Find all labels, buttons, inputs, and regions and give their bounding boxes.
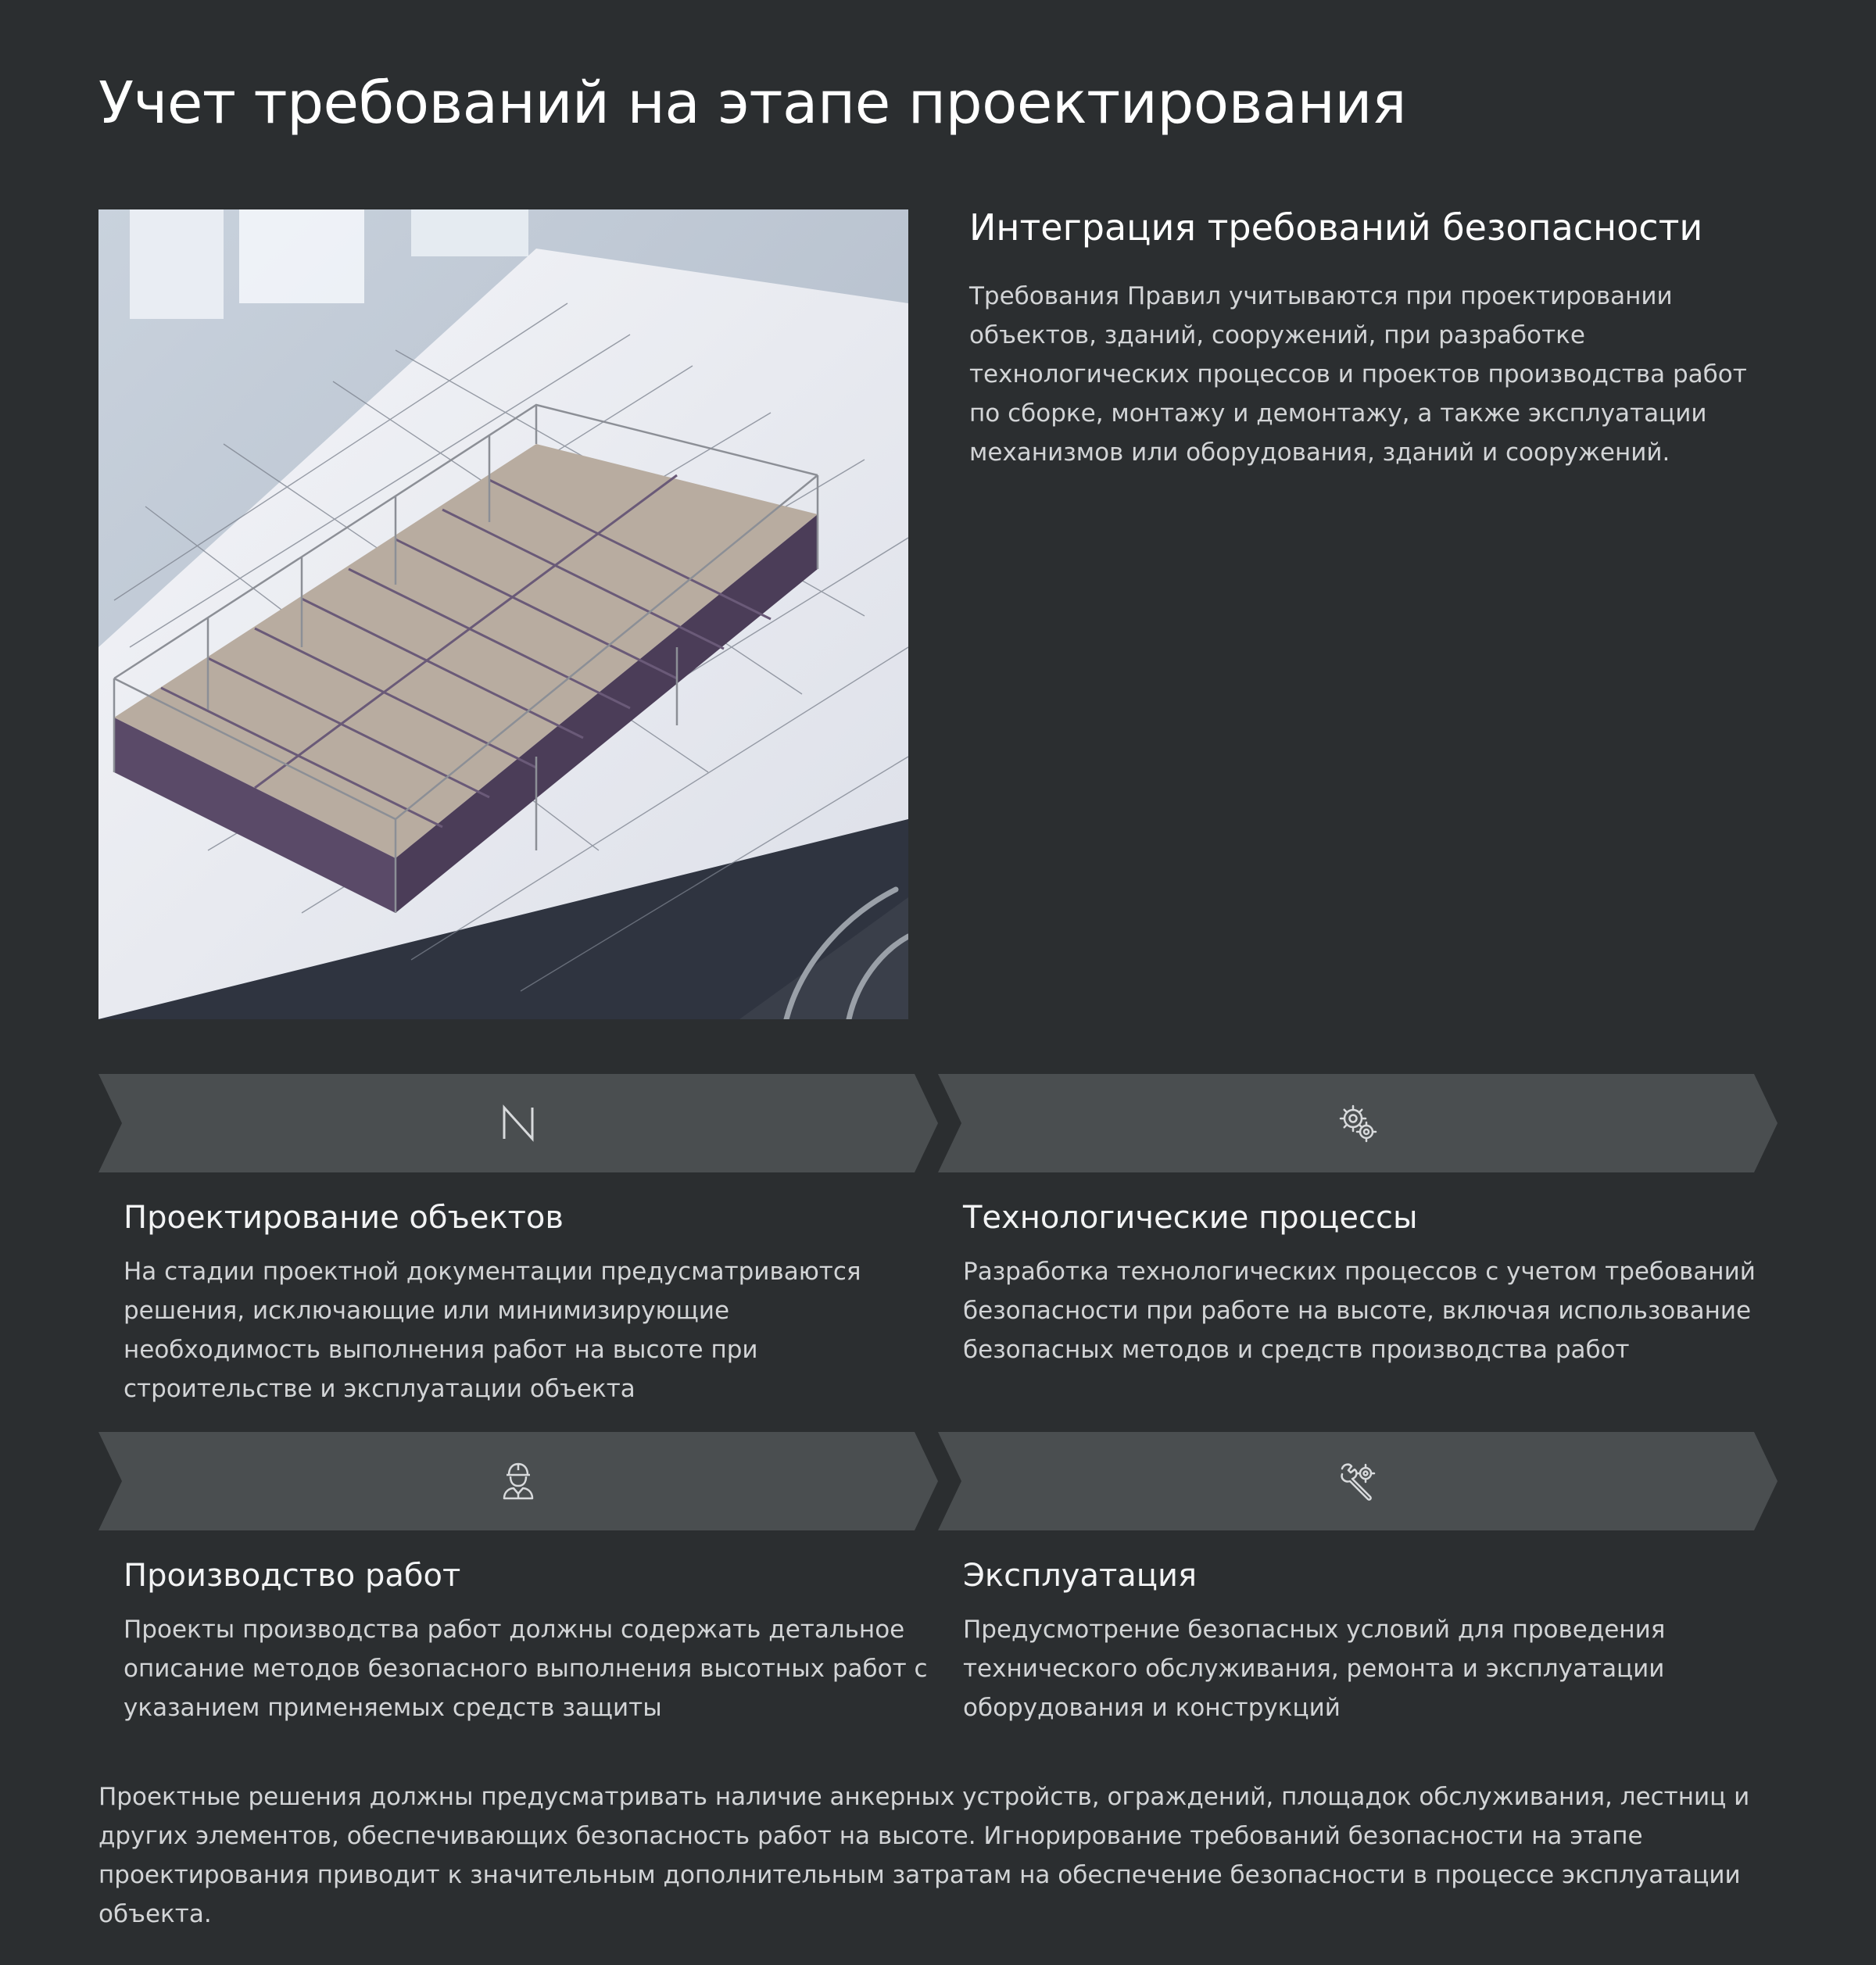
card-design xyxy=(98,1074,938,1408)
card-text: Проекты производства работ должны содержать детальное описание методов безопасного выполнения высотных работ с указанием применяемых средств защиты xyxy=(124,1616,928,1722)
worker-helmet-icon xyxy=(496,1459,540,1503)
intro-heading: Интеграция требований безопасности xyxy=(969,206,1703,249)
card-title: Эксплуатация xyxy=(963,1558,1198,1594)
chevron-banner xyxy=(98,1074,938,1172)
card-text: На стадии проектной документации предусматриваются решения, исключающие или минимизирующие необходимость выполнения работ на высоте при строительстве и эксплуатации объекта xyxy=(124,1258,861,1403)
intro-text: Требования Правил учитываются при проектировании объектов, зданий, сооружений, при разработке технологических процессов и проектов производства работ по сборке, монтажу и демонтажу, а также эксплуатации механизмов или оборудования, зданий и сооружений. xyxy=(969,282,1747,467)
card-text: Разработка технологических процессов с учетом требований безопасности при работе на высоте, включая использование безопасных методов и средств производства работ xyxy=(963,1258,1756,1364)
intro-section xyxy=(969,202,1782,472)
card-title: Проектирование объектов xyxy=(124,1200,564,1236)
card-processes xyxy=(938,1074,1778,1369)
chevron-banner xyxy=(98,1432,938,1530)
card-title: Производство работ xyxy=(124,1558,461,1594)
card-operation xyxy=(938,1432,1778,1727)
n-letter-icon xyxy=(496,1101,540,1145)
card-works xyxy=(98,1432,938,1727)
wrench-gear-icon xyxy=(1336,1459,1380,1503)
blueprint-illustration xyxy=(98,209,908,1019)
chevron-banner xyxy=(938,1432,1778,1530)
page-title: Учет требований на этапе проектирования xyxy=(98,70,1407,137)
gears-icon xyxy=(1336,1101,1380,1145)
footer-text: Проектные решения должны предусматривать наличие анкерных устройств, ограждений, площадок обслуживания, лестниц и других элементов, обеспечивающих безопасность работ на высоте. Игнорирование требований безопасности на этапе проектирования приводит к значительным дополнительным затратам на обеспечение безопасности в процессе эксплуатации объекта. xyxy=(98,1783,1750,1928)
card-title: Технологические процессы xyxy=(963,1200,1418,1236)
card-text: Предусмотрение безопасных условий для проведения технического обслуживания, ремонта и эксплуатации оборудования и конструкций xyxy=(963,1616,1666,1722)
chevron-banner xyxy=(938,1074,1778,1172)
